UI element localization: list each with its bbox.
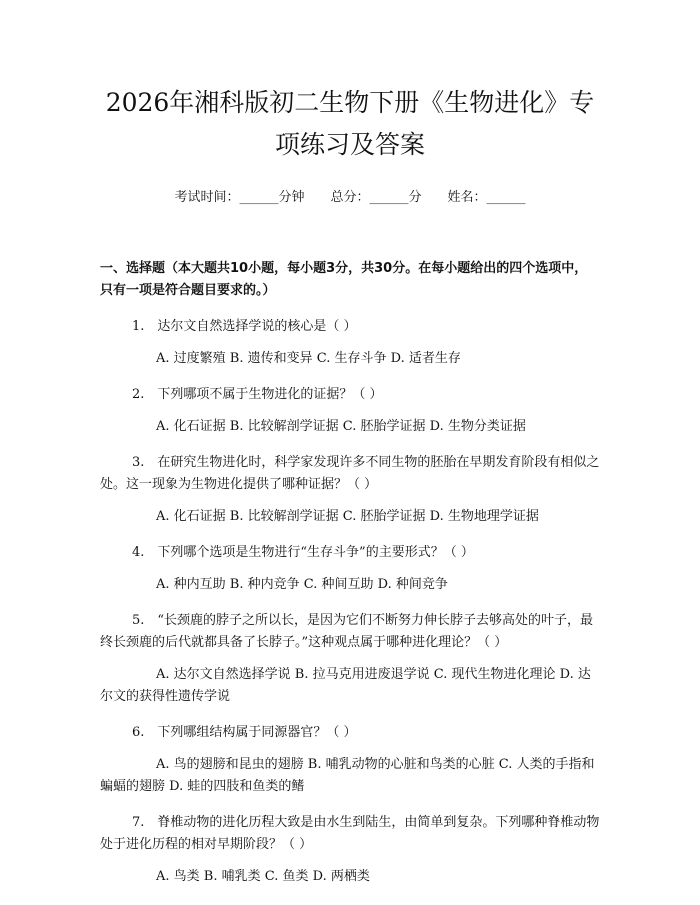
total-score-field: 总分：______分 (330, 190, 422, 205)
question-stem: 4. 下列哪个选项是生物进行“生存斗争”的主要形式？（ ） (132, 545, 474, 560)
student-name-field: 姓名：______ (447, 190, 526, 205)
exam-time-field: 考试时间：______分钟 (174, 190, 305, 205)
question-options: A. 鸟的翅膀和昆虫的翅膀 B. 哺乳动物的心脏和鸟类的心脏 C. 人类的手指和蝙蝠的翅膀 D. 蛙的四肢和鱼类的鳍 (100, 757, 595, 794)
question-stem: 1. 达尔文自然选择学说的核心是（ ） (132, 319, 357, 334)
question-stem: 7. 脊椎动物的进化历程大致是由水生到陆生，由简单到复杂。下列哪种脊椎动物处于进化历程的相对早期阶段？（ ） (100, 815, 600, 852)
question-list (100, 316, 600, 888)
question-stem: 5. “长颈鹿的脖子之所以长，是因为它们不断努力伸长脖子去够高处的叶子，最终长颈鹿的后代就都具备了长脖子。”这种观点属于哪种进化理论？（ ） (100, 613, 594, 650)
question-options: A. 化石证据 B. 比较解剖学证据 C. 胚胎学证据 D. 生物分类证据 (156, 419, 526, 434)
document-title (100, 0, 600, 166)
title-line-1: 2026年湘科版初二生物下册《生物进化》专 (105, 88, 595, 117)
question-options: A. 鸟类 B. 哺乳类 C. 鱼类 D. 两栖类 (156, 869, 370, 884)
title-line-2: 项练习及答案 (274, 130, 425, 159)
question-stem: 3. 在研究生物进化时，科学家发现许多不同生物的胚胎在早期发育阶段有相似之处。这一现象为生物进化提供了哪种证据？（ ） (100, 455, 600, 492)
section-heading: 一、选择题（本大题共10小题，每小题3分，共30分。在每小题给出的四个选项中，只有一项是符合题目要求的。） (100, 261, 588, 298)
exam-info (100, 188, 600, 208)
question-stem: 2. 下列哪项不属于生物进化的证据？（ ） (132, 387, 383, 402)
question-options: A. 达尔文自然选择学说 B. 拉马克用进废退学说 C. 现代生物进化理论 D. 达尔文的获得性遗传学说 (100, 667, 591, 704)
question-stem: 6. 下列哪组结构属于同源器官？（ ） (132, 725, 357, 740)
question-options: A. 化石证据 B. 比较解剖学证据 C. 胚胎学证据 D. 生物地理学证据 (156, 509, 539, 524)
question-options: A. 种内互助 B. 种内竞争 C. 种间互助 D. 种间竞争 (156, 577, 448, 592)
question-options: A. 过度繁殖 B. 遗传和变异 C. 生存斗争 D. 适者生存 (156, 351, 461, 366)
